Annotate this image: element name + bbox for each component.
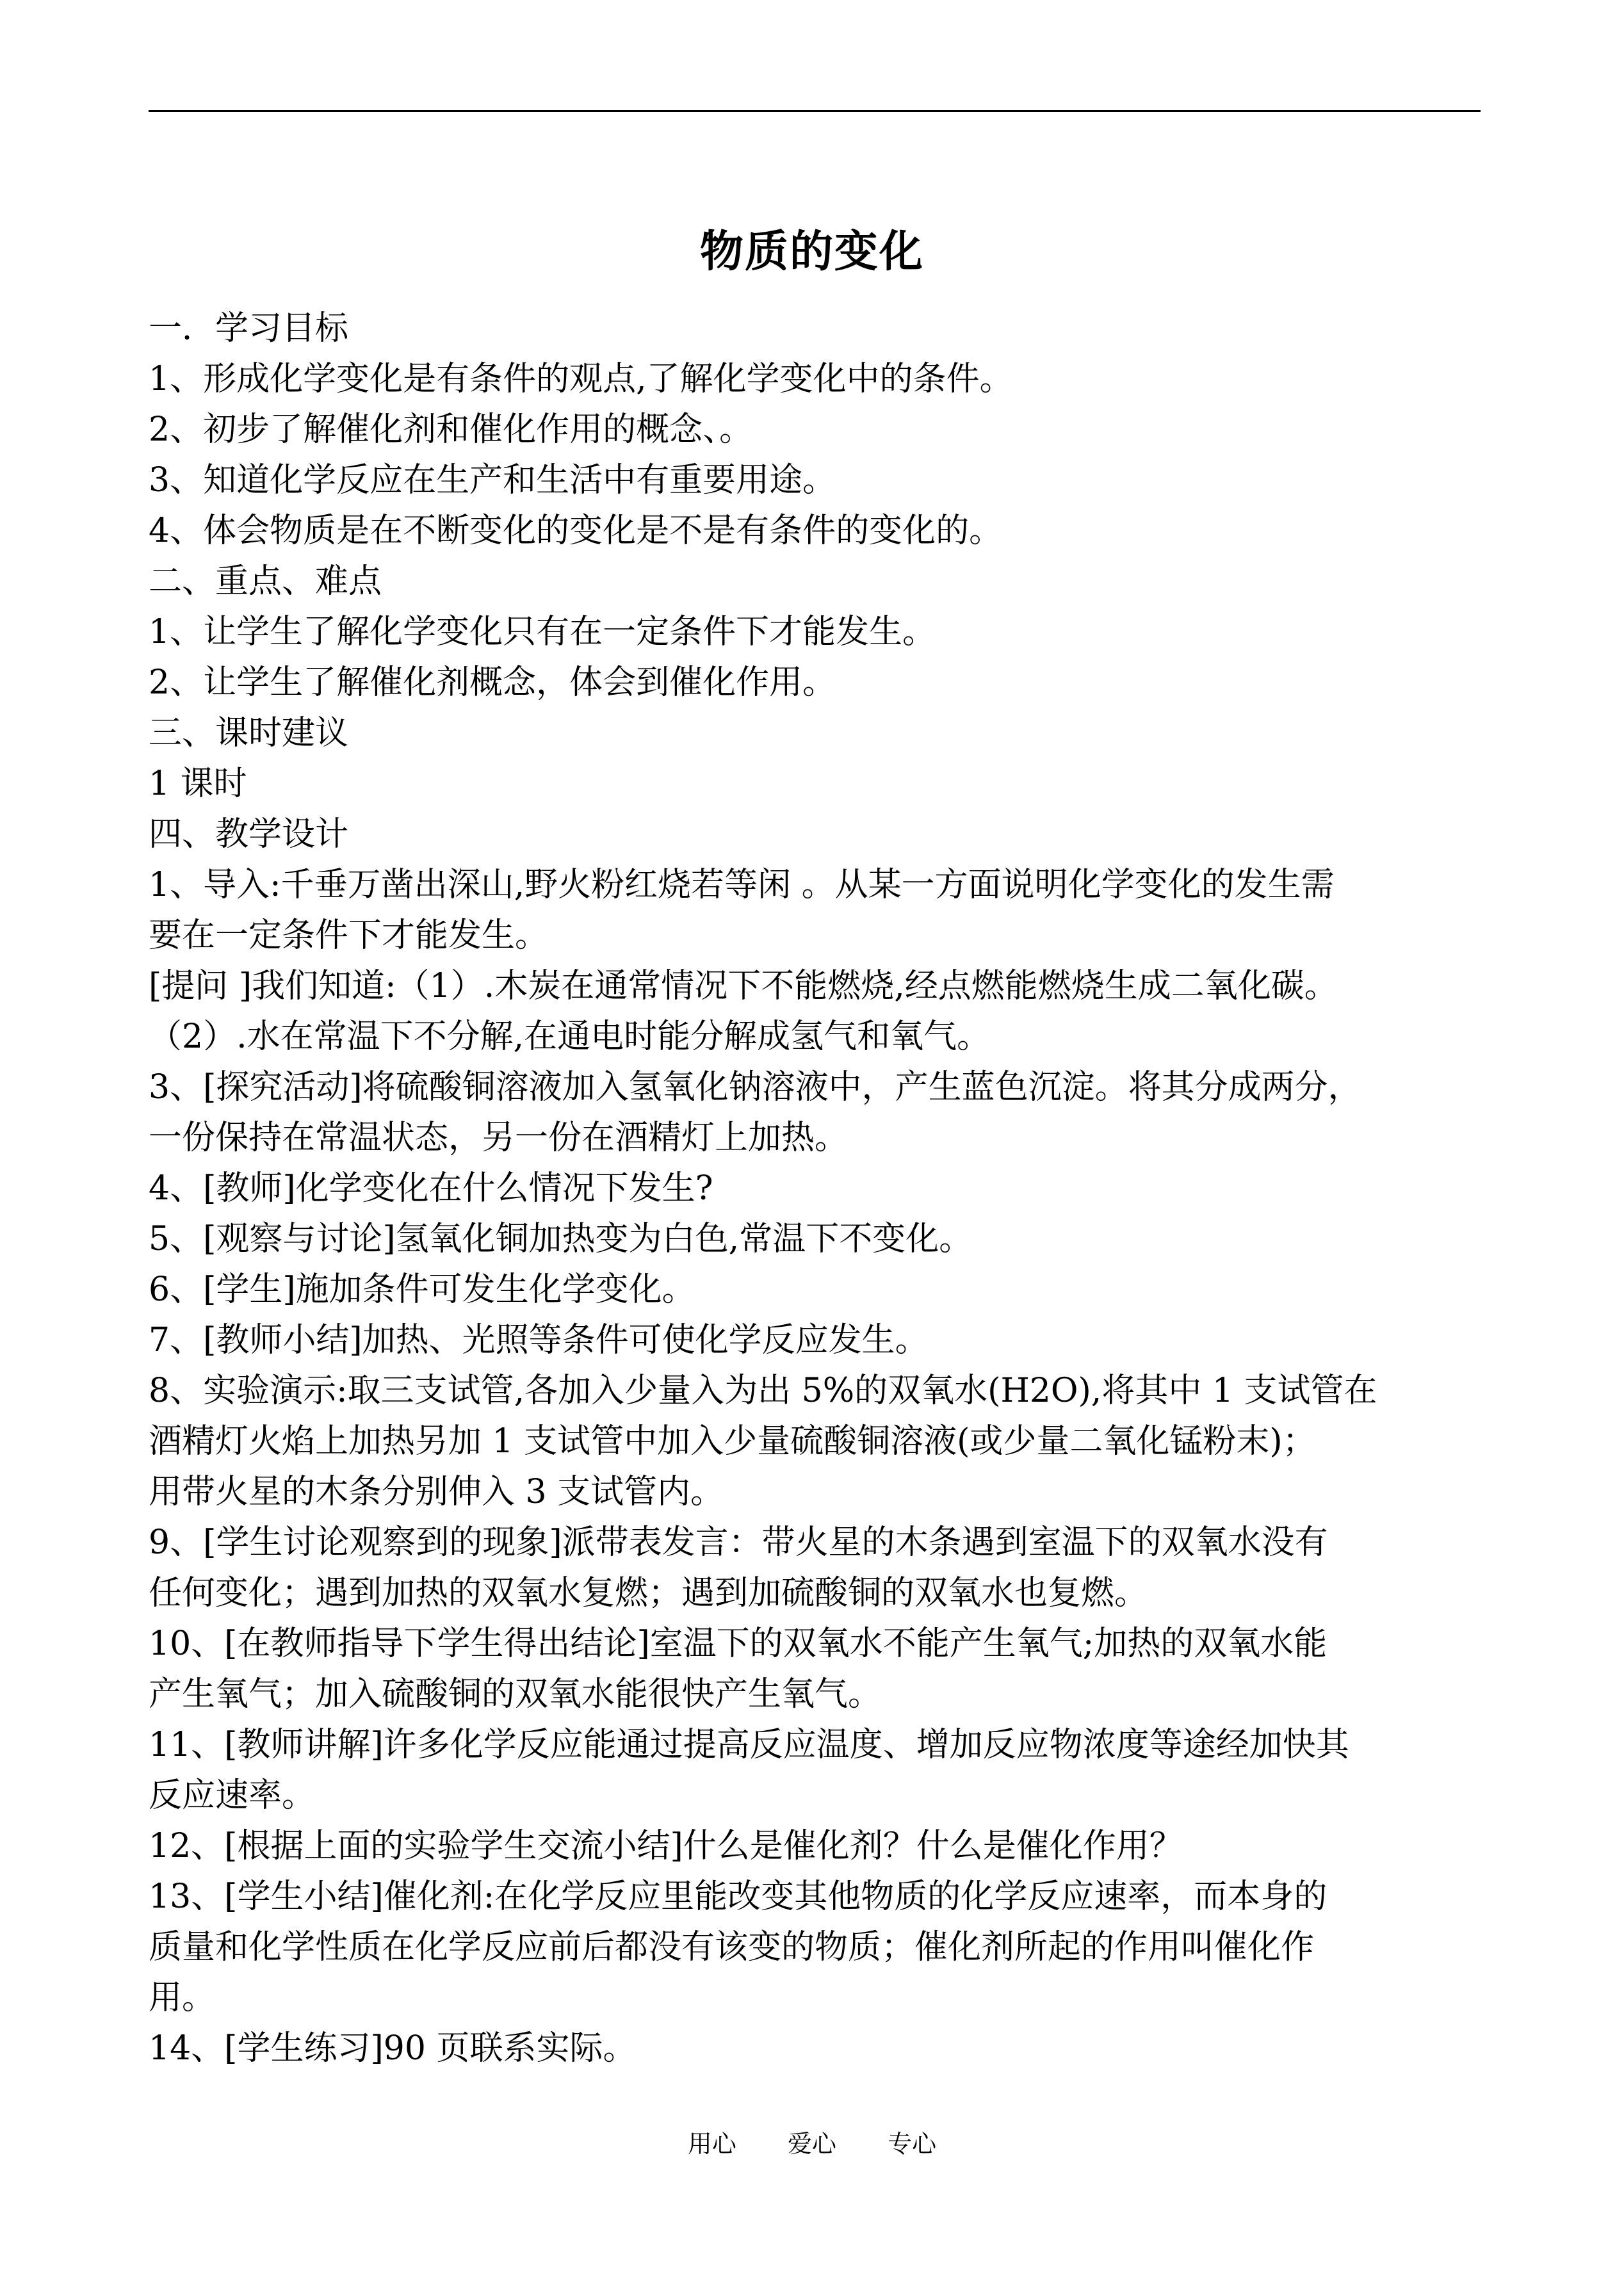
body-line: 2、初步了解催化剂和催化作用的概念、。 [149, 410, 753, 449]
body-line: 3、知道化学反应在生产和生活中有重要用途。 [149, 461, 836, 499]
body-line: 酒精灯火焰上加热另加 1 支试管中加入少量硫酸铜溶液(或少量二氧化锰粉末)； [149, 1422, 1316, 1461]
body-line: 反应速率。 [149, 1776, 316, 1815]
body-line: 产生氧气；加入硫酸铜的双氧水能很快产生氧气。 [149, 1675, 882, 1714]
body-line: [提问 ]我们知道:（1）.木炭在通常情况下不能燃烧,经点燃能燃烧生成二氧化碳。 [149, 967, 1338, 1005]
body-line: 12、[根据上面的实验学生交流小结]什么是催化剂？什么是催化作用？ [149, 1827, 1183, 1865]
body-line: 13、[学生小结]催化剂:在化学反应里能改变其他物质的化学反应速率，而本身的 [149, 1877, 1328, 1916]
body-line: 4、[教师]化学变化在什么情况下发生? [149, 1169, 713, 1208]
body-line: 9、[学生讨论观察到的现象]派带表发言：带火星的木条遇到室温下的双氧水没有 [149, 1523, 1328, 1562]
body-line: 2、让学生了解催化剂概念，体会到催化作用。 [149, 663, 836, 702]
body-line: 6、[学生]施加条件可发生化学变化。 [149, 1270, 695, 1309]
header-rule [149, 110, 1481, 112]
body-line: 7、[教师小结]加热、光照等条件可使化学反应发生。 [149, 1321, 929, 1359]
body-line: 10、[在教师指导下学生得出结论]室温下的双氧水不能产生氧气;加热的双氧水能 [149, 1625, 1328, 1663]
body-line: （2）.水在常温下不分解,在通电时能分解成氢气和氧气。 [149, 1018, 991, 1056]
body-line: 14、[学生练习]90 页联系实际。 [149, 2029, 637, 2068]
page-footer [0, 2125, 1624, 2163]
section-heading: 一．学习目标 [149, 309, 349, 348]
section-heading: 四、教学设计 [149, 815, 349, 854]
document-title: 物质的变化 [699, 227, 924, 277]
body-line: 任何变化；遇到加热的双氧水复燃；遇到加硫酸铜的双氧水也复燃。 [149, 1574, 1148, 1612]
body-line: 用带火星的木条分别伸入 3 支试管内。 [149, 1473, 724, 1511]
body-line: 4、体会物质是在不断变化的变化是不是有条件的变化的。 [149, 512, 1003, 550]
footer-item: 专心 [888, 2130, 937, 2158]
body-line: 8、实验演示:取三支试管,各加入少量入为出 5%的双氧水(H2O),将其中 1 支试管在 [149, 1372, 1377, 1410]
body-line: 要在一定条件下才能发生。 [149, 916, 549, 955]
body-line: 3、[探究活动]将硫酸铜溶液加入氢氧化钠溶液中，产生蓝色沉淀。将其分成两分， [149, 1068, 1361, 1107]
footer-item: 爱心 [787, 2130, 836, 2158]
body-line: 质量和化学性质在化学反应前后都没有该变的物质；催化剂所起的作用叫催化作 [149, 1928, 1315, 1967]
body-line: 用。 [149, 1979, 216, 2017]
body-line: 1、导入:千垂万凿出深山,野火粉红烧若等闲 。从某一方面说明化学变化的发生需 [149, 866, 1335, 904]
body-line: 1 课时 [149, 765, 247, 803]
body-line: 一份保持在常温状态，另一份在酒精灯上加热。 [149, 1119, 849, 1157]
body-line: 1、形成化学变化是有条件的观点,了解化学变化中的条件。 [149, 360, 1013, 398]
footer-item: 用心 [687, 2130, 736, 2158]
section-heading: 三、课时建议 [149, 714, 349, 752]
section-heading: 二、重点、难点 [149, 562, 382, 601]
body-line: 11、[教师讲解]许多化学反应能通过提高反应温度、增加反应物浓度等途经加快其 [149, 1726, 1349, 1764]
body-line: 5、[观察与讨论]氢氧化铜加热变为白色,常温下不变化。 [149, 1220, 973, 1258]
document-body [149, 304, 1481, 2074]
body-line: 1、让学生了解化学变化只有在一定条件下才能发生。 [149, 613, 936, 651]
